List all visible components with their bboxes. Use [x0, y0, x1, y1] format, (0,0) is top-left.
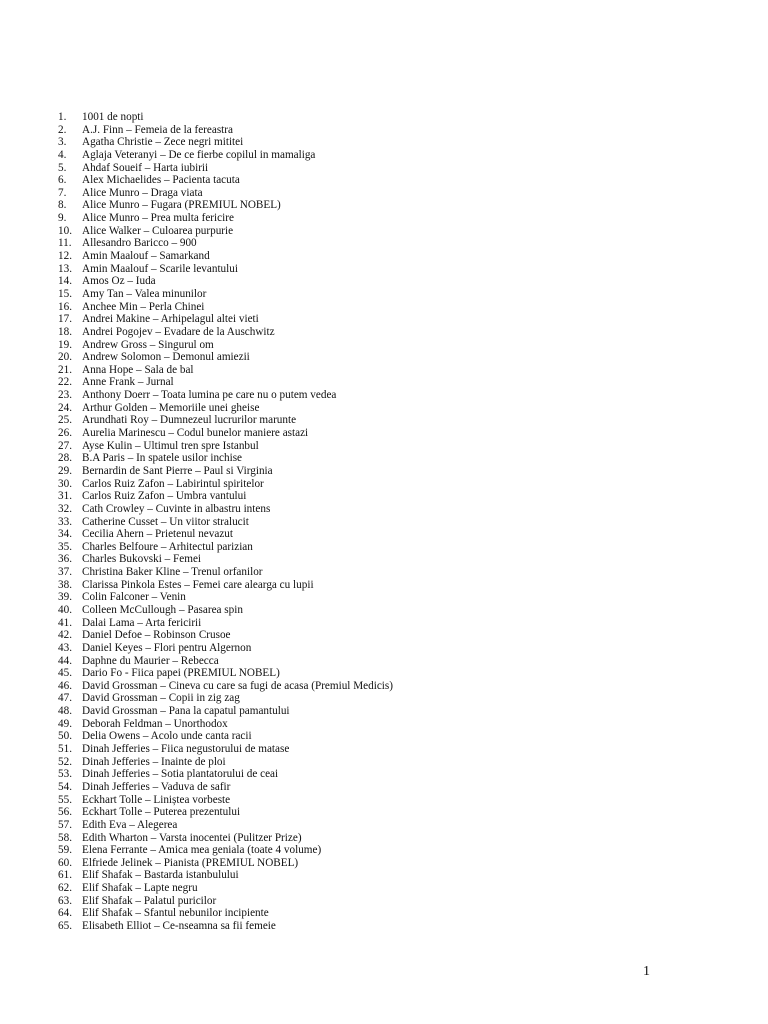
list-item-number: 1.: [58, 111, 67, 123]
list-item-number: 49.: [58, 717, 72, 730]
list-item: [58, 427, 393, 440]
list-item: [58, 730, 393, 743]
list-item-text: Dinah Jefferies – Sotia plantatorului de ceai: [82, 768, 279, 781]
list-item: [58, 465, 393, 478]
list-item-number: 59.: [58, 844, 72, 857]
list-item: [58, 655, 393, 668]
list-item: [58, 882, 393, 895]
list-item-number: 16.: [58, 300, 72, 313]
list-item: [58, 124, 393, 137]
list-item-text: Delia Owens – Acolo unde canta racii: [82, 730, 252, 743]
list-item-text: Cecilia Ahern – Prietenul nevazut: [82, 528, 233, 541]
list-item-number: 42.: [58, 629, 72, 642]
list-item-number: 15.: [58, 287, 72, 300]
list-item-text: David Grossman – Pana la capatul pamantului: [82, 705, 290, 718]
list-item: [58, 667, 393, 680]
list-item-number: 32.: [58, 502, 72, 515]
list-item-number: 31.: [58, 490, 72, 503]
list-item: [58, 553, 393, 566]
list-item: [58, 857, 393, 870]
list-item: [58, 642, 393, 655]
list-item: [58, 452, 393, 465]
list-item-text: Andrew Gross – Singurul om: [82, 338, 214, 351]
list-item: [58, 288, 393, 301]
list-item-text: Clarissa Pinkola Estes – Femei care alearga cu lupii: [82, 578, 314, 591]
list-item-text: Amy Tan – Valea minunilor: [82, 287, 207, 300]
list-item: [58, 339, 393, 352]
list-item: [58, 326, 393, 339]
list-item-number: 48.: [58, 705, 72, 718]
list-item-text: Alice Munro – Draga viata: [82, 186, 203, 199]
list-item: [58, 275, 393, 288]
list-item-text: Allesandro Baricco – 900: [82, 237, 197, 250]
list-item-number: 61.: [58, 869, 72, 882]
list-item-number: 10.: [58, 224, 72, 237]
list-item-text: Elif Shafak – Sfantul nebunilor incipiente: [82, 907, 269, 920]
list-item: [58, 920, 393, 933]
list-item-text: Andrew Solomon – Demonul amiezii: [82, 351, 250, 364]
list-item: [58, 869, 393, 882]
list-item: [58, 414, 393, 427]
list-item-number: 27.: [58, 439, 72, 452]
list-item-number: 5.: [58, 161, 67, 174]
list-item-text: Colleen McCullough – Pasarea spin: [82, 603, 243, 616]
list-item-text: Catherine Cusset – Un viitor stralucit: [82, 515, 249, 528]
list-item-number: 24.: [58, 401, 72, 414]
list-item-text: Dinah Jefferies – Vaduva de safir: [82, 780, 231, 793]
list-item-text: Alice Munro – Fugara (PREMIUL NOBEL): [82, 199, 281, 212]
list-item: [58, 756, 393, 769]
list-item-text: Christina Baker Kline – Trenul orfanilor: [82, 566, 263, 579]
list-item-text: Anna Hope – Sala de bal: [82, 363, 194, 376]
list-item: [58, 705, 393, 718]
list-item: [58, 199, 393, 212]
list-item-text: 1001 de nopti: [82, 111, 144, 123]
list-item-text: Charles Belfoure – Arhitectul parizian: [82, 540, 253, 553]
list-item-number: 50.: [58, 730, 72, 743]
list-item: [58, 629, 393, 642]
list-item-number: 37.: [58, 566, 72, 579]
list-item-number: 64.: [58, 907, 72, 920]
list-item: [58, 187, 393, 200]
list-item-number: 34.: [58, 528, 72, 541]
list-item-number: 11.: [58, 237, 72, 250]
list-item-number: 33.: [58, 515, 72, 528]
list-item: [58, 212, 393, 225]
list-item: [58, 617, 393, 630]
list-item-text: Dalai Lama – Arta fericirii: [82, 616, 202, 629]
list-item: [58, 162, 393, 175]
list-item-number: 3.: [58, 136, 67, 149]
list-item-text: A.J. Finn – Femeia de la fereastra: [82, 123, 233, 136]
book-list: [58, 111, 393, 933]
list-item: [58, 832, 393, 845]
list-item-text: Amos Oz – Iuda: [82, 275, 156, 288]
list-item: [58, 591, 393, 604]
list-item-number: 20.: [58, 351, 72, 364]
list-item-text: Elif Shafak – Lapte negru: [82, 882, 198, 895]
list-item: [58, 149, 393, 162]
list-item-number: 23.: [58, 389, 72, 402]
list-item: [58, 604, 393, 617]
list-item-number: 30.: [58, 477, 72, 490]
list-item: [58, 819, 393, 832]
list-item-text: Amin Maalouf – Samarkand: [82, 250, 210, 263]
list-item: [58, 263, 393, 276]
list-item: [58, 376, 393, 389]
list-item-number: 7.: [58, 186, 67, 199]
list-item-text: Dinah Jefferies – Inainte de ploi: [82, 755, 226, 768]
list-item-number: 25.: [58, 414, 72, 427]
list-item-number: 54.: [58, 780, 72, 793]
list-item-number: 57.: [58, 818, 72, 831]
list-item-number: 39.: [58, 591, 72, 604]
list-item-text: David Grossman – Cineva cu care sa fugi de acasa (Premiul Medicis): [82, 679, 393, 692]
list-item-text: Ahdaf Soueif – Harta iubirii: [82, 161, 209, 174]
list-item-text: Edith Eva – Alegerea: [82, 818, 178, 831]
list-item: [58, 440, 393, 453]
list-item-number: 35.: [58, 540, 72, 553]
list-item-text: Charles Bukovski – Femei: [82, 553, 202, 566]
list-item-number: 29.: [58, 464, 72, 477]
list-item: [58, 718, 393, 731]
list-item-text: Dinah Jefferies – Fiica negustorului de matase: [82, 743, 290, 756]
list-item-number: 14.: [58, 275, 72, 288]
list-item-text: Elisabeth Elliot – Ce-nseamna sa fii femeie: [82, 920, 276, 932]
list-item-number: 56.: [58, 806, 72, 819]
list-item-text: Bernardin de Sant Pierre – Paul si Virginia: [82, 464, 273, 477]
list-item-number: 21.: [58, 363, 72, 376]
list-item: [58, 794, 393, 807]
list-item-number: 53.: [58, 768, 72, 781]
list-item-text: Carlos Ruiz Zafon – Umbra vantului: [82, 490, 247, 503]
page-number: 1: [643, 964, 650, 979]
list-item-text: Aglaja Veteranyi – De ce fierbe copilul in mamaliga: [82, 148, 316, 161]
list-item-text: Daniel Keyes – Flori pentru Algernon: [82, 641, 252, 654]
list-item: [58, 389, 393, 402]
list-item: [58, 301, 393, 314]
list-item-text: Anne Frank – Jurnal: [82, 376, 174, 389]
list-item: [58, 225, 393, 238]
list-item-number: 45.: [58, 667, 72, 680]
list-item-number: 8.: [58, 199, 67, 212]
list-item-number: 17.: [58, 313, 72, 326]
list-item-text: Arthur Golden – Memoriile unei gheise: [82, 401, 260, 414]
list-item-text: Arundhati Roy – Dumnezeul lucrurilor marunte: [82, 414, 297, 427]
list-item-text: Cath Crowley – Cuvinte in albastru intens: [82, 502, 271, 515]
list-item: [58, 313, 393, 326]
list-item: [58, 516, 393, 529]
list-item-number: 18.: [58, 325, 72, 338]
list-item: [58, 907, 393, 920]
list-item-text: Aurelia Marinescu – Codul bunelor maniere astazi: [82, 427, 309, 440]
list-item-number: 26.: [58, 427, 72, 440]
list-item: [58, 680, 393, 693]
list-item-number: 43.: [58, 641, 72, 654]
list-item-number: 2.: [58, 123, 67, 136]
list-item-text: Andrei Makine – Arhipelagul altei vieti: [82, 313, 259, 326]
list-item-number: 40.: [58, 603, 72, 616]
list-item-text: Amin Maalouf – Scarile levantului: [82, 262, 238, 275]
list-item: [58, 895, 393, 908]
list-item-number: 63.: [58, 894, 72, 907]
list-item: [58, 528, 393, 541]
list-item-number: 13.: [58, 262, 72, 275]
list-item-text: Ayse Kulin – Ultimul tren spre Istanbul: [82, 439, 259, 452]
list-item-number: 38.: [58, 578, 72, 591]
list-item-text: Anchee Min – Perla Chinei: [82, 300, 205, 313]
list-item-text: Deborah Feldman – Unorthodox: [82, 717, 228, 730]
list-item-text: Eckhart Tolle – Puterea prezentului: [82, 806, 241, 819]
list-item-number: 65.: [58, 920, 72, 932]
list-item: [58, 579, 393, 592]
list-item-text: Anthony Doerr – Toata lumina pe care nu o putem vedea: [82, 389, 337, 402]
list-item-number: 46.: [58, 679, 72, 692]
list-item-text: Alex Michaelides – Pacienta tacuta: [82, 174, 240, 187]
list-item-number: 19.: [58, 338, 72, 351]
list-item: [58, 692, 393, 705]
list-item-text: Agatha Christie – Zece negri mititei: [82, 136, 244, 149]
list-item-number: 9.: [58, 212, 67, 225]
list-item: [58, 111, 393, 124]
list-item: [58, 250, 393, 263]
list-item-number: 28.: [58, 452, 72, 465]
list-item: [58, 174, 393, 187]
list-item-text: B.A Paris – In spatele usilor inchise: [82, 452, 243, 465]
list-item: [58, 364, 393, 377]
list-item: [58, 136, 393, 149]
list-item: [58, 490, 393, 503]
list-item-text: Edith Wharton – Varsta inocentei (Pulitzer Prize): [82, 831, 302, 844]
list-item-number: 4.: [58, 148, 67, 161]
list-item: [58, 402, 393, 415]
list-item-text: Colin Falconer – Venin: [82, 591, 186, 604]
list-item-text: Eckhart Tolle – Liniștea vorbeste: [82, 793, 231, 806]
list-item-text: Elfriede Jelinek – Pianista (PREMIUL NOBEL): [82, 856, 299, 869]
list-item-number: 41.: [58, 616, 72, 629]
list-item: [58, 768, 393, 781]
list-item-number: 62.: [58, 882, 72, 895]
list-item: [58, 351, 393, 364]
list-item-number: 12.: [58, 250, 72, 263]
list-item-text: Carlos Ruiz Zafon – Labirintul spiritelor: [82, 477, 264, 490]
list-item-text: Elif Shafak – Bastarda istanbulului: [82, 869, 239, 882]
list-item-number: 55.: [58, 793, 72, 806]
list-item: [58, 781, 393, 794]
list-item-number: 58.: [58, 831, 72, 844]
list-item-number: 51.: [58, 743, 72, 756]
list-item: [58, 844, 393, 857]
list-item-number: 60.: [58, 856, 72, 869]
list-item: [58, 541, 393, 554]
list-item: [58, 566, 393, 579]
list-item-number: 6.: [58, 174, 67, 187]
list-item-text: Elena Ferrante – Amica mea geniala (toate 4 volume): [82, 844, 322, 857]
list-item: [58, 237, 393, 250]
list-item-number: 36.: [58, 553, 72, 566]
list-item-text: David Grossman – Copii in zig zag: [82, 692, 240, 705]
list-item: [58, 806, 393, 819]
list-item-number: 47.: [58, 692, 72, 705]
list-item-text: Elif Shafak – Palatul puricilor: [82, 894, 217, 907]
list-item-text: Daphne du Maurier – Rebecca: [82, 654, 219, 667]
list-item: [58, 743, 393, 756]
list-item-number: 44.: [58, 654, 72, 667]
list-item: [58, 478, 393, 491]
list-item-text: Alice Walker – Culoarea purpurie: [82, 224, 234, 237]
list-item-text: Daniel Defoe – Robinson Crusoe: [82, 629, 231, 642]
list-item: [58, 503, 393, 516]
list-item-number: 52.: [58, 755, 72, 768]
list-item-text: Andrei Pogojev – Evadare de la Auschwitz: [82, 325, 275, 338]
list-item-text: Dario Fo - Fiica papei (PREMIUL NOBEL): [82, 667, 280, 680]
list-item-text: Alice Munro – Prea multa fericire: [82, 212, 234, 225]
list-item-number: 22.: [58, 376, 72, 389]
